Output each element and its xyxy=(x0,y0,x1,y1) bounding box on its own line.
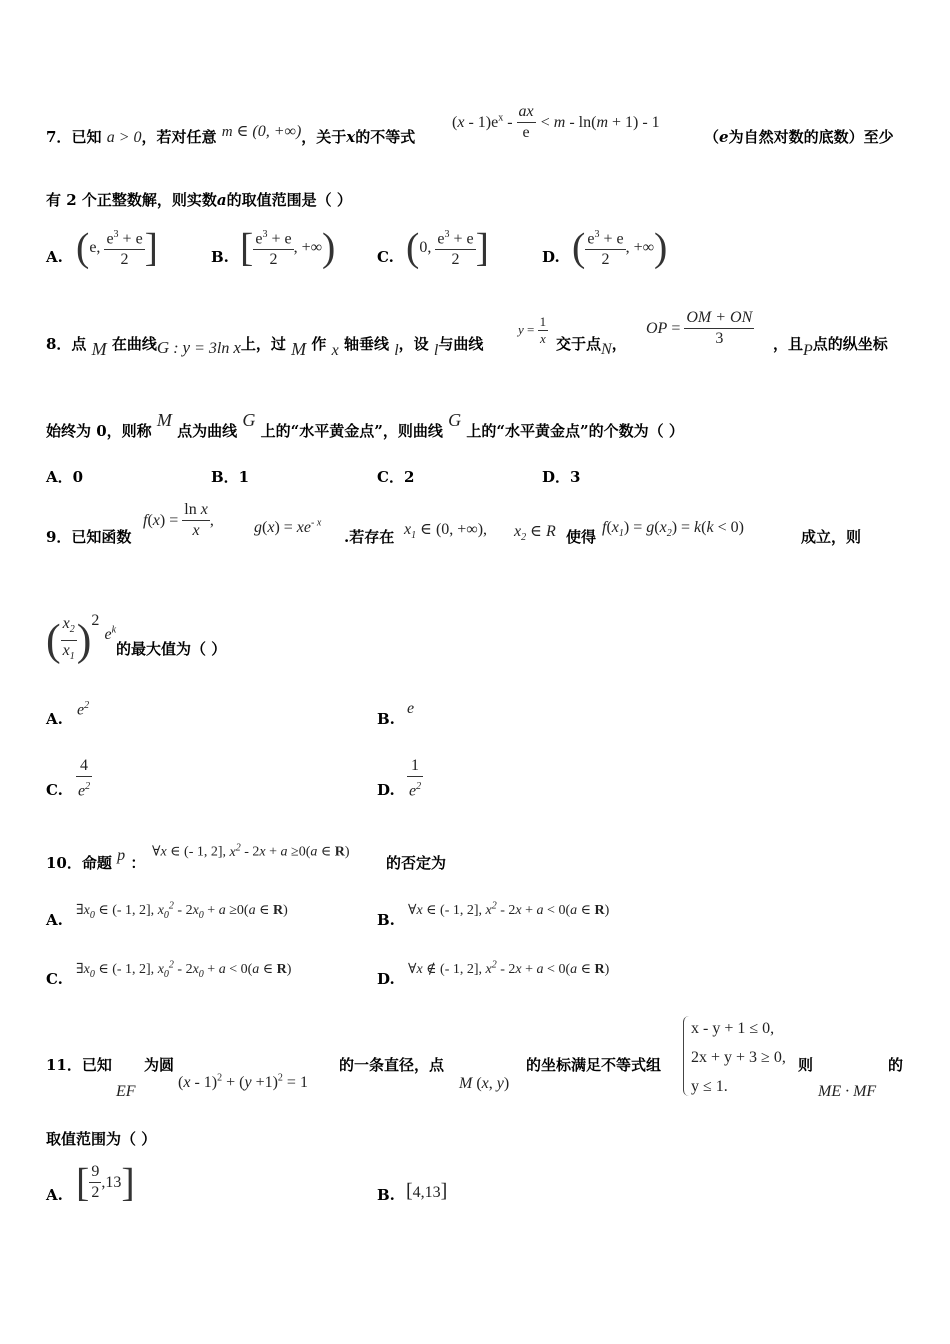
q11-text-then xyxy=(798,1054,813,1075)
q11-option-a-label[interactable]: A. xyxy=(46,1186,63,1204)
q11-text-diameter xyxy=(339,1054,444,1075)
q8-var-N: N xyxy=(601,341,612,358)
q11-number: 11．已知 xyxy=(46,1056,112,1074)
q7-line1 xyxy=(46,123,416,147)
q9-option-d-label[interactable]: D. xyxy=(377,781,395,799)
q11-text: 则 xyxy=(798,1056,814,1074)
q9-x2-domain: $x_2$ ∈ R xyxy=(514,523,556,544)
q10-proposition: ∀x ∈ (- 1, 2], $x^2 - 2x + a \ge 0(a$ ∈ R) xyxy=(152,842,350,860)
q7-text: 的取值范围是（ ） xyxy=(226,191,352,209)
q9-option-c[interactable]: $\frac{4}{e^2}$ xyxy=(78,757,91,800)
q9-expression: ( $\frac{x_2}{x_1}$ )$^2$ $e^k$ xyxy=(46,611,117,665)
q10-option-d[interactable]: ∀x ∉ (- 1, 2], $x^2 - 2x + a < 0(a$ ∈ R) xyxy=(408,959,610,977)
q8-text: 上的“水平黄金点”的个数为（ ） xyxy=(466,422,684,440)
q11-ineq-3: y ≤ 1. xyxy=(691,1078,728,1095)
q7-var-a: a xyxy=(216,191,227,209)
q9-option-b[interactable]: e xyxy=(407,700,415,717)
q10-option-a[interactable]: $\exists x_0$ ∈ (- 1, 2], $x_0^2 - 2x_0 + a \ge 0(a$ ∈ R) xyxy=(76,900,288,921)
q11-option-b-label[interactable]: B. xyxy=(377,1186,395,1204)
q11-text-system xyxy=(526,1054,661,1075)
q9-text-exists xyxy=(344,526,394,547)
q8-text: 点为曲线 xyxy=(177,422,238,440)
q7-text: 有 2 个正整数解，则实数 xyxy=(46,191,217,209)
q9-x1-domain: $x_1$ ∈ (0, +∞), xyxy=(404,521,488,542)
q8-text: 在曲线 xyxy=(111,335,157,353)
q11-text: 取值范围为（ ） xyxy=(46,1130,157,1148)
q9-f: f(x) = $\frac{\text{ln x}}{x}$ , xyxy=(143,501,214,539)
q8-var-M: M xyxy=(291,339,307,359)
q8-number: 8．点 xyxy=(46,335,87,353)
q10-option-c-label[interactable]: C. xyxy=(46,970,63,988)
q9-text: 成立，则 xyxy=(801,528,862,546)
q8-option-d[interactable]: D．3 xyxy=(542,468,581,486)
q8-var-x: x xyxy=(331,342,339,359)
q7-var-e: e xyxy=(719,128,729,146)
q9-condition: $f(x_1) = g(x_2) = k(k < 0)$ xyxy=(602,519,744,540)
q7-frac-ax-e: $\frac{ax}{e}$ xyxy=(518,103,534,141)
q8-option-c[interactable]: C．2 xyxy=(377,468,415,486)
q10-option-a-label[interactable]: A. xyxy=(46,911,63,929)
q10-option-d-label[interactable]: D. xyxy=(377,970,395,988)
q7-text: （ xyxy=(704,128,720,146)
q8-var-M: M xyxy=(156,410,172,430)
q8-line1 xyxy=(46,333,484,359)
q8-option-a[interactable]: A．0 xyxy=(46,468,84,486)
q9-text: 的最大值为（ ） xyxy=(116,640,227,658)
q8-var-G: G xyxy=(448,410,462,430)
q8-text: 上的“水平黄金点”，则曲线 xyxy=(260,422,443,440)
q7-number: 7． xyxy=(46,128,72,146)
q7-option-b[interactable]: [ $\frac{e^3 + e}{2}$ , +∞) xyxy=(240,224,336,270)
q9-text: .若存在 xyxy=(344,528,395,546)
q8-text: 上，过 xyxy=(240,335,286,353)
q11-option-a[interactable]: [ $\frac{9}{2}$ ,13] xyxy=(76,1159,135,1205)
q9-option-a[interactable]: $e^2$ xyxy=(77,700,90,719)
q9-text-holds xyxy=(801,526,861,547)
q10-option-b-label[interactable]: B. xyxy=(377,911,395,929)
q7-text: 为自然对数的底数）至少 xyxy=(728,128,894,146)
q8-text: 点的纵坐标 xyxy=(812,335,888,353)
q9-text-max xyxy=(116,638,226,659)
q11-ineq-1: x - y + 1 ≤ 0, xyxy=(691,1020,775,1037)
q11-ineq-2: 2x + y + 3 ≥ 0, xyxy=(691,1049,786,1066)
q7-text: 的不等式 xyxy=(355,128,416,146)
q8-text: ， xyxy=(611,335,627,353)
q8-text: 交于点 xyxy=(556,335,602,353)
q7-var-x: x xyxy=(346,128,356,146)
q9-text-such-that xyxy=(566,526,596,547)
q10-option-c[interactable]: $\exists x_0$ ∈ (- 1, 2], $x_0^2 - 2x_0 + a < 0(a$ ∈ R) xyxy=(76,959,292,980)
q11-text: 的 xyxy=(888,1056,904,1074)
q7-line2 xyxy=(46,189,352,210)
q8-var-l: l xyxy=(394,342,399,359)
q8-line1-tail xyxy=(773,333,888,359)
q8-line2 xyxy=(46,410,684,441)
q8-var-M: M xyxy=(91,339,107,359)
q7-text: ，若对任意 xyxy=(141,128,217,146)
q8-op-vector: OP = $\frac{OM + ON}{3}$ xyxy=(646,309,753,347)
q11-inequality-system xyxy=(683,1014,786,1101)
q8-curve-y-1-over-x: y = $\frac{1}{x}$ xyxy=(518,314,547,346)
q8-text: 始终为 0，则称 xyxy=(46,422,152,440)
q9-label xyxy=(46,526,131,547)
q8-var-l: l xyxy=(433,342,439,359)
q7-option-a[interactable]: (e, $\frac{e^3 + e}{2}$ ] xyxy=(76,224,158,270)
q10-text: 的否定为 xyxy=(386,854,447,872)
q8-line1-mid xyxy=(556,333,627,358)
q8-option-b[interactable]: B．1 xyxy=(211,468,250,486)
q11-EF: EF xyxy=(116,1083,136,1100)
q9-option-b-label[interactable]: B. xyxy=(377,710,395,728)
q11-dot-product: ME · MF xyxy=(818,1083,877,1100)
q11-text: 的一条直径，点 xyxy=(339,1056,445,1074)
q11-text: 为圆 xyxy=(144,1056,175,1074)
q8-curve-G: G : y = 3ln x xyxy=(156,338,241,357)
q7-text: ，关于 xyxy=(301,128,347,146)
q11-number-line xyxy=(46,1054,112,1075)
q7-option-b-label[interactable]: B. xyxy=(211,248,229,266)
q11-text: 的坐标满足不等式组 xyxy=(526,1056,662,1074)
q7-option-d[interactable]: ( $\frac{e^3 + e}{2}$ , +∞) xyxy=(572,224,668,270)
q8-text: ，设 xyxy=(398,335,429,353)
q7-text: 已知 xyxy=(71,128,102,146)
q7-cond-a: a > 0 xyxy=(106,129,142,146)
q7-cond-m: m ∈ (0, +∞) xyxy=(221,123,302,140)
q7-option-c-label[interactable]: C. xyxy=(377,248,394,266)
q10-line xyxy=(46,847,146,873)
q9-text: 使得 xyxy=(566,528,597,546)
q7-line1-tail xyxy=(704,126,894,147)
q9-option-a-label[interactable]: A. xyxy=(46,710,63,728)
q8-text: 与曲线 xyxy=(438,335,484,353)
q8-text: 轴垂线 xyxy=(343,335,389,353)
q11-option-b[interactable]: [4,13] xyxy=(406,1180,448,1202)
q11-circle-equation: $(x - 1)^2 + (y +1)^2 = 1$ xyxy=(178,1072,308,1091)
q10-text-negation xyxy=(386,852,446,873)
q7-option-c[interactable]: (0, $\frac{e^3 + e}{2}$ ] xyxy=(406,224,489,270)
q7-inequality: $(x - 1)e^x$ - $\frac{ax}{e}$ < m - ln(m + 1) - 1 xyxy=(452,103,660,141)
q11-text-of xyxy=(888,1054,903,1075)
q9-g: $g(x) = xe^{- x}$ xyxy=(254,517,322,536)
q10-number: 10．命题 xyxy=(46,854,112,872)
q8-text: 作 xyxy=(311,335,327,353)
q8-var-P: P xyxy=(803,342,813,359)
q11-text-is-circle xyxy=(144,1054,174,1075)
q10-text: ： xyxy=(130,854,146,872)
q10-var-p: p xyxy=(117,847,126,864)
q8-text: ，且 xyxy=(773,335,804,353)
q8-var-G: G xyxy=(242,410,256,430)
q11-point-M: M (x, y) xyxy=(459,1075,510,1092)
q7-option-d-label[interactable]: D. xyxy=(542,248,560,266)
q7-option-a-label[interactable]: A. xyxy=(46,248,63,266)
q9-option-c-label[interactable]: C. xyxy=(46,781,63,799)
q9-number: 9．已知函数 xyxy=(46,528,132,546)
q10-option-b[interactable]: ∀x ∈ (- 1, 2], $x^2 - 2x + a < 0(a$ ∈ R) xyxy=(408,900,610,918)
q9-option-d[interactable]: $\frac{1}{e^2}$ xyxy=(409,757,422,800)
q11-line2 xyxy=(46,1128,156,1149)
